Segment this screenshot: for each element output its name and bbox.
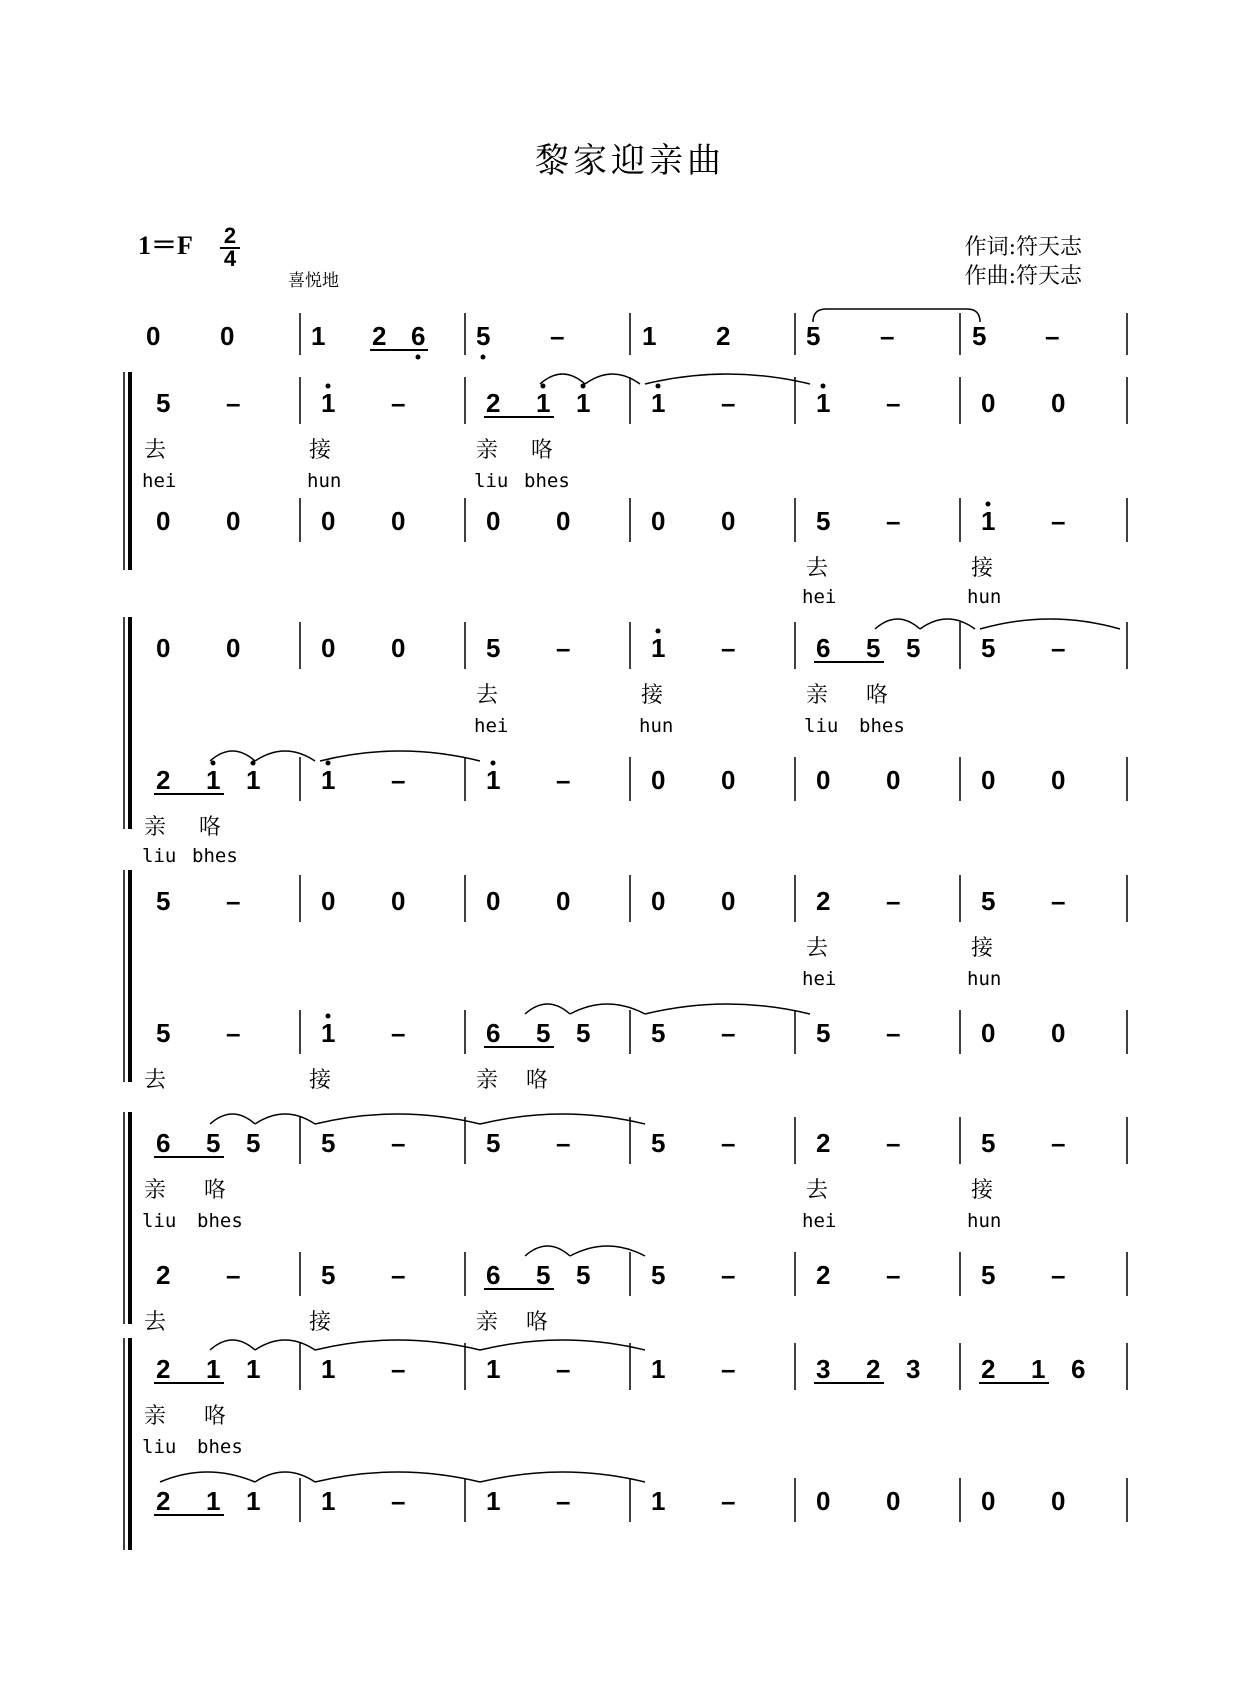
lower-note: 5 (156, 1018, 171, 1048)
lower-note: 0 (816, 1486, 831, 1516)
lower-note: 6 (486, 1018, 501, 1048)
upper-note: 5 (981, 633, 996, 663)
lower-lyric: 去 (144, 1068, 167, 1093)
lower-note: 5 (651, 1018, 666, 1048)
svg-text:–: – (880, 321, 895, 351)
lower-lyric: 亲 (476, 1310, 499, 1335)
lower-lyric: 去 (144, 1310, 167, 1335)
lower-note: – (391, 765, 406, 795)
upper-note: 0 (391, 633, 406, 663)
tie-arc (210, 1114, 255, 1124)
lower-note: 1 (486, 1486, 501, 1516)
system-3 (124, 870, 1127, 1093)
lower-note: 1 (246, 765, 261, 795)
lower-note: – (556, 1486, 571, 1516)
upper-note: 1 (206, 1354, 221, 1384)
upper-romanization: hei (474, 715, 509, 737)
upper-romanization: hei (802, 968, 837, 990)
upper-note: 5 (486, 1128, 501, 1158)
lower-note: 5 (816, 1018, 831, 1048)
octave-dot (326, 384, 331, 389)
tie-arc (315, 1472, 480, 1482)
lower-note: 5 (536, 1260, 551, 1290)
svg-text:6: 6 (411, 321, 426, 351)
time-signature-top: 2 (223, 223, 237, 248)
lower-note: 2 (156, 1486, 171, 1516)
upper-note: 2 (866, 1354, 881, 1384)
upper-romanization: liu (142, 1436, 177, 1458)
upper-note: 0 (556, 886, 571, 916)
tie-arc (255, 1114, 315, 1124)
octave-dot (656, 384, 661, 389)
upper-note: 2 (981, 1354, 996, 1384)
upper-note: 1 (321, 388, 336, 418)
upper-note: – (1051, 1128, 1066, 1158)
tie-arc (480, 1114, 645, 1124)
upper-lyric: 亲 (144, 1178, 167, 1203)
lower-note: – (391, 1018, 406, 1048)
lower-note: – (1051, 1260, 1066, 1290)
lower-note: 1 (651, 1486, 666, 1516)
lower-note: 5 (651, 1260, 666, 1290)
upper-note: 6 (1071, 1354, 1086, 1384)
lower-note: 1 (486, 765, 501, 795)
upper-note: 1 (576, 388, 591, 418)
system-1 (124, 372, 1127, 608)
upper-note: 3 (906, 1354, 921, 1384)
lower-note: 0 (651, 765, 666, 795)
octave-dot (211, 761, 216, 766)
tie-arc (525, 1246, 570, 1256)
upper-note: – (226, 388, 241, 418)
svg-text:1: 1 (642, 321, 657, 351)
tie-arc (255, 1472, 315, 1482)
upper-romanization: bhes (859, 715, 905, 737)
upper-romanization: hun (307, 470, 342, 492)
tie-arc (920, 619, 975, 629)
tie-arc (210, 751, 255, 761)
upper-romanization: liu (474, 470, 509, 492)
lower-lyric: 去 (806, 556, 829, 581)
lower-lyric: 亲 (476, 1068, 499, 1093)
lower-note: – (721, 1260, 736, 1290)
upper-note: 6 (816, 633, 831, 663)
upper-note: 3 (816, 1354, 831, 1384)
system-2 (124, 617, 1127, 867)
upper-note: 5 (981, 886, 996, 916)
lower-note: 0 (391, 506, 406, 536)
octave-dot (986, 502, 991, 507)
upper-note: 0 (651, 886, 666, 916)
lower-note: 0 (226, 506, 241, 536)
tie-arc (255, 751, 315, 761)
upper-lyric: 去 (806, 936, 829, 961)
upper-note: – (556, 633, 571, 663)
upper-note: 0 (1051, 388, 1066, 418)
lower-note: – (886, 506, 901, 536)
upper-lyric: 去 (144, 438, 167, 463)
upper-lyric: 接 (641, 683, 664, 708)
tie-arc (585, 374, 640, 384)
time-signature-bottom: 4 (223, 246, 237, 271)
system-5 (124, 1338, 1127, 1550)
lower-note: 0 (816, 765, 831, 795)
score-title: 黎家迎亲曲 (535, 141, 725, 181)
upper-note: 5 (981, 1128, 996, 1158)
upper-romanization: hun (967, 1210, 1002, 1232)
lower-note: 0 (651, 506, 666, 536)
score-systems (124, 372, 1127, 1550)
lower-note: 1 (246, 1486, 261, 1516)
upper-note: – (226, 886, 241, 916)
upper-note: 6 (156, 1128, 171, 1158)
upper-romanization: liu (804, 715, 839, 737)
svg-text:0: 0 (220, 321, 235, 351)
upper-romanization: bhes (197, 1210, 243, 1232)
lower-lyric: 咯 (526, 1068, 549, 1093)
upper-note: – (391, 388, 406, 418)
svg-text:–: – (1045, 321, 1060, 351)
upper-romanization: hun (967, 968, 1002, 990)
upper-note: – (886, 1128, 901, 1158)
lower-romanization: hun (967, 586, 1002, 608)
lower-note: 1 (321, 1486, 336, 1516)
upper-note: 0 (981, 388, 996, 418)
upper-note: – (886, 886, 901, 916)
tie-arc (645, 374, 810, 384)
upper-romanization: bhes (197, 1436, 243, 1458)
upper-romanization: bhes (524, 470, 570, 492)
lower-note: – (1051, 506, 1066, 536)
upper-lyric: 亲 (806, 683, 829, 708)
svg-text:–: – (550, 321, 565, 351)
lower-lyric: 接 (309, 1068, 332, 1093)
upper-lyric: 咯 (866, 683, 889, 708)
tempo-marking: 喜悦地 (288, 271, 339, 291)
lower-note: 2 (156, 765, 171, 795)
key-signature: 1＝F (138, 231, 193, 260)
upper-note: 5 (156, 388, 171, 418)
upper-lyric: 咯 (204, 1178, 227, 1203)
upper-note: 5 (651, 1128, 666, 1158)
octave-dot (326, 1014, 331, 1019)
lower-note: 0 (321, 506, 336, 536)
lower-note: – (391, 1486, 406, 1516)
lower-lyric: 咯 (526, 1310, 549, 1335)
tie-arc (315, 1114, 480, 1124)
upper-note: 0 (486, 886, 501, 916)
upper-note: – (886, 388, 901, 418)
upper-lyric: 亲 (144, 1404, 167, 1429)
lower-note: 6 (486, 1260, 501, 1290)
upper-romanization: hei (142, 470, 177, 492)
svg-text:5: 5 (972, 321, 987, 351)
lower-note: 5 (816, 506, 831, 536)
upper-note: 5 (486, 633, 501, 663)
lower-note: – (226, 1018, 241, 1048)
tie-arc (320, 751, 480, 761)
lower-lyric: 接 (309, 1310, 332, 1335)
upper-note: 2 (156, 1354, 171, 1384)
tie-arc (255, 1340, 315, 1350)
tie-arc (645, 1004, 810, 1014)
upper-romanization: hun (639, 715, 674, 737)
upper-note: 1 (536, 388, 551, 418)
lower-note: 1 (206, 765, 221, 795)
upper-note: – (556, 1354, 571, 1384)
octave-dot (656, 629, 661, 634)
lower-note: 5 (321, 1260, 336, 1290)
lower-note: 1 (321, 1018, 336, 1048)
lower-note: 5 (576, 1018, 591, 1048)
lower-note: – (721, 1486, 736, 1516)
svg-text:2: 2 (716, 321, 731, 351)
lower-note: 0 (1051, 1486, 1066, 1516)
lower-note: 0 (721, 506, 736, 536)
tie-arc (480, 1340, 645, 1350)
upper-note: 2 (816, 1128, 831, 1158)
tie-arc (980, 619, 1120, 629)
lower-note: – (391, 1260, 406, 1290)
lower-note: 0 (886, 1486, 901, 1516)
upper-note: 5 (206, 1128, 221, 1158)
composer-credit: 作曲:符天志 (964, 264, 1082, 289)
upper-note: 5 (246, 1128, 261, 1158)
lower-lyric: 咯 (199, 815, 222, 840)
lower-lyric: 接 (971, 556, 994, 581)
upper-note: – (721, 1128, 736, 1158)
upper-note: 0 (721, 886, 736, 916)
upper-note: 0 (321, 633, 336, 663)
upper-note: 1 (651, 388, 666, 418)
lower-note: 0 (981, 765, 996, 795)
upper-note: 1 (816, 388, 831, 418)
lower-note: 0 (156, 506, 171, 536)
upper-note: 2 (816, 886, 831, 916)
upper-lyric: 去 (476, 683, 499, 708)
lower-note: 5 (576, 1260, 591, 1290)
lower-note: 0 (981, 1486, 996, 1516)
upper-note: 5 (866, 633, 881, 663)
octave-dot (491, 761, 496, 766)
lyricist-credit: 作词:符天志 (964, 235, 1082, 260)
upper-note: – (391, 1354, 406, 1384)
lower-romanization: liu (142, 845, 177, 867)
upper-note: – (391, 1128, 406, 1158)
tie-arc (570, 1246, 645, 1256)
upper-note: 1 (486, 1354, 501, 1384)
lower-note: 0 (1051, 765, 1066, 795)
upper-romanization: liu (142, 1210, 177, 1232)
upper-lyric: 咯 (204, 1404, 227, 1429)
lower-note: 5 (536, 1018, 551, 1048)
upper-note: 1 (321, 1354, 336, 1384)
lower-note: 1 (321, 765, 336, 795)
svg-text:1: 1 (311, 321, 326, 351)
upper-note: – (721, 633, 736, 663)
upper-lyric: 接 (971, 936, 994, 961)
upper-note: 2 (486, 388, 501, 418)
lower-note: 0 (1051, 1018, 1066, 1048)
lower-note: – (886, 1018, 901, 1048)
svg-text:5: 5 (806, 321, 821, 351)
lower-note: 1 (206, 1486, 221, 1516)
upper-note: – (721, 1354, 736, 1384)
upper-note: – (1051, 886, 1066, 916)
lower-note: 5 (981, 1260, 996, 1290)
tie-arc (160, 1472, 255, 1482)
lower-note: – (226, 1260, 241, 1290)
octave-dot (326, 761, 331, 766)
system-4 (124, 1112, 1127, 1335)
upper-note: 0 (156, 633, 171, 663)
lower-note: 0 (981, 1018, 996, 1048)
lower-note: 0 (886, 765, 901, 795)
tie-arc (875, 619, 920, 629)
lower-note: – (886, 1260, 901, 1290)
upper-note: 0 (321, 886, 336, 916)
tie-arc (540, 374, 585, 384)
tie-arc (525, 1004, 570, 1014)
lower-note: 0 (721, 765, 736, 795)
svg-text:0: 0 (146, 321, 161, 351)
svg-text:2: 2 (372, 321, 387, 351)
upper-note: 0 (226, 633, 241, 663)
tie-arc (210, 1340, 255, 1350)
lower-note: – (721, 1018, 736, 1048)
lower-note: 0 (486, 506, 501, 536)
lower-note: 0 (556, 506, 571, 536)
upper-note: 1 (246, 1354, 261, 1384)
upper-note: 1 (651, 633, 666, 663)
lower-note: – (556, 765, 571, 795)
lower-romanization: hei (802, 586, 837, 608)
intro-line (146, 309, 1127, 360)
svg-text:5: 5 (476, 321, 491, 351)
upper-note: 1 (1031, 1354, 1046, 1384)
upper-romanization: hei (802, 1210, 837, 1232)
tie-arc (570, 1004, 645, 1014)
upper-note: 5 (156, 886, 171, 916)
octave-dot (821, 384, 826, 389)
lower-lyric: 亲 (144, 815, 167, 840)
upper-note: – (1051, 633, 1066, 663)
upper-note: – (721, 388, 736, 418)
upper-lyric: 去 (806, 1178, 829, 1203)
lower-note: 2 (816, 1260, 831, 1290)
upper-note: – (556, 1128, 571, 1158)
upper-note: 5 (321, 1128, 336, 1158)
lower-note: 1 (981, 506, 996, 536)
upper-lyric: 亲 (476, 438, 499, 463)
upper-note: 5 (906, 633, 921, 663)
upper-note: 0 (391, 886, 406, 916)
upper-lyric: 接 (309, 438, 332, 463)
octave-dot (541, 384, 546, 389)
tie-arc (315, 1340, 480, 1350)
upper-lyric: 咯 (531, 438, 554, 463)
upper-note: 1 (651, 1354, 666, 1384)
lower-note: 2 (156, 1260, 171, 1290)
lower-romanization: bhes (192, 845, 238, 867)
tie-arc (480, 1472, 645, 1482)
upper-lyric: 接 (971, 1178, 994, 1203)
